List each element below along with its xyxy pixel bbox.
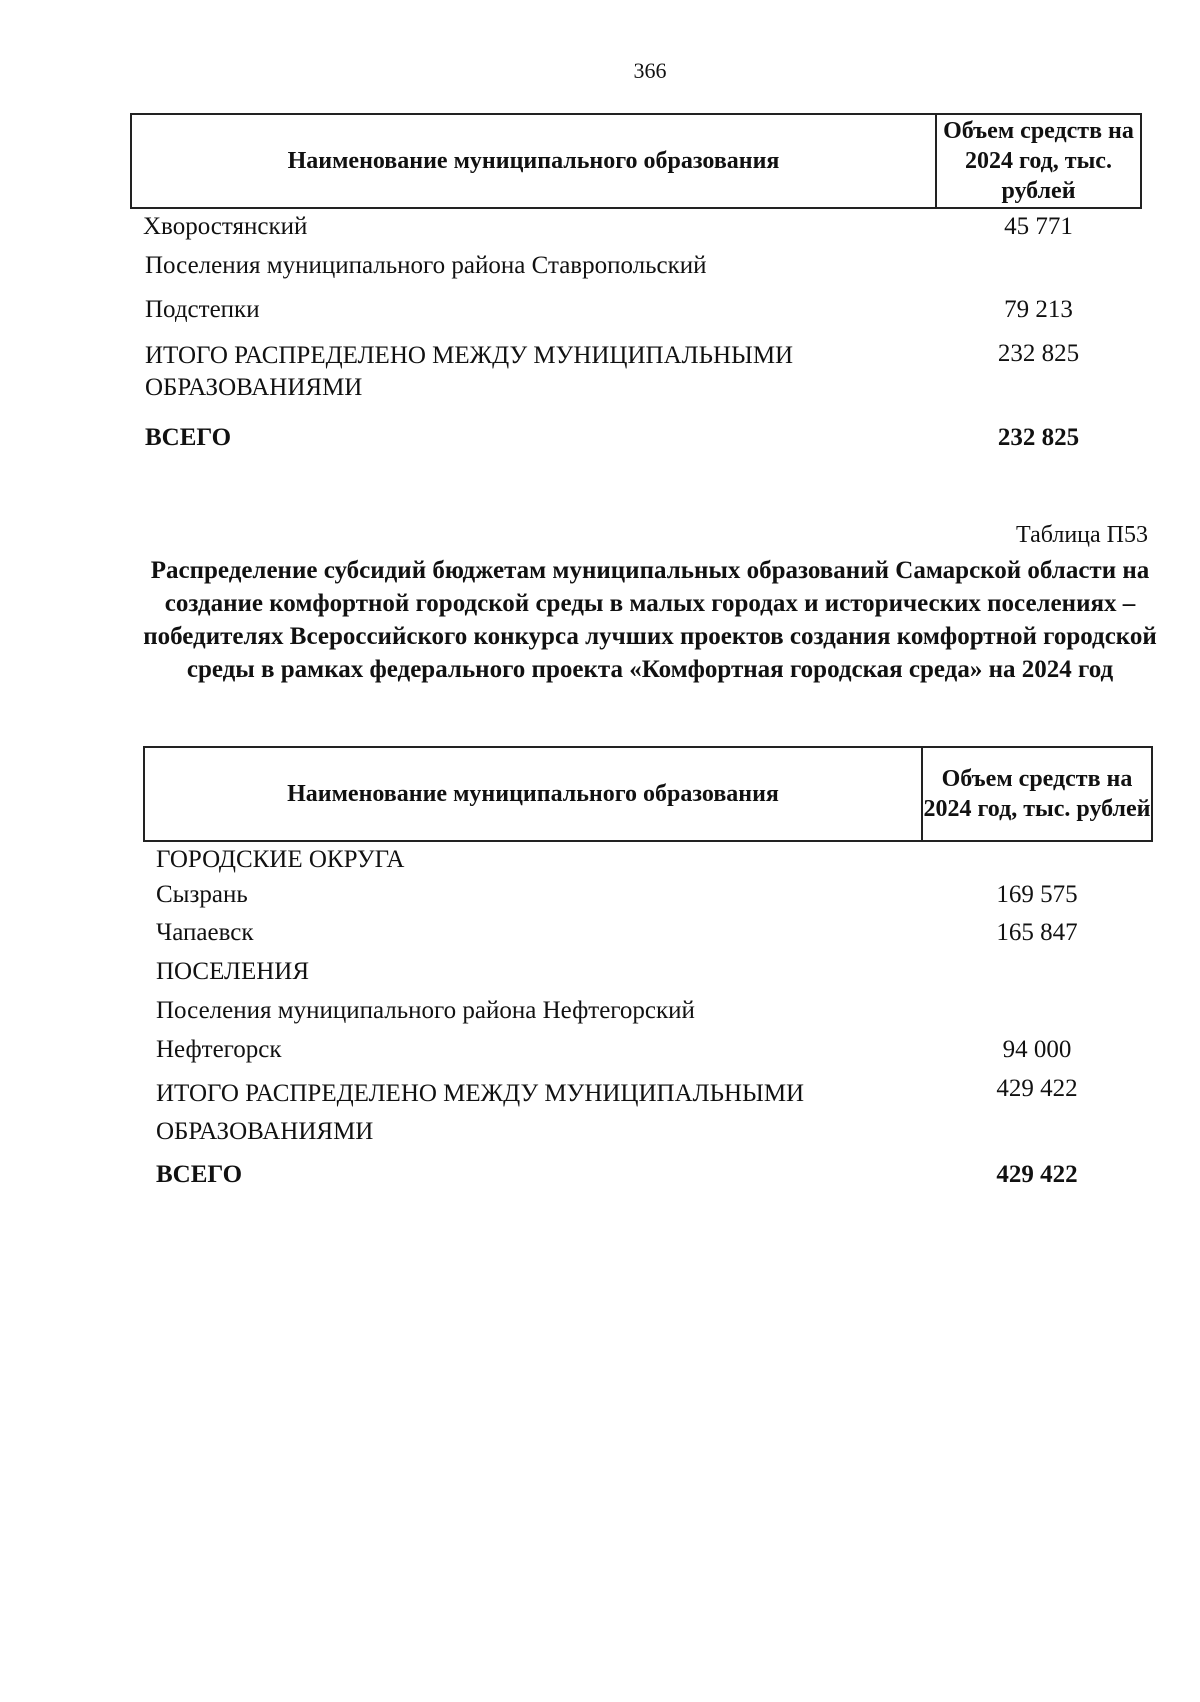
page-number: 366 bbox=[633, 58, 667, 83]
table-row bbox=[144, 1036, 1152, 1075]
table-row bbox=[144, 1161, 1152, 1201]
row-value bbox=[922, 841, 1152, 881]
table-title: Распределение субсидий бюджетам муниципальных образований Самарской области на создание комфортной городской среды в малых городах и исторических поселениях – победителях Всероссийского конкурса лучших проектов создания комфортной городской среды в рамках федерального проекта «Комфортная городская среда» на 2024 год bbox=[143, 557, 1157, 683]
table-header-row bbox=[144, 747, 1152, 841]
row-value: 232 825 bbox=[997, 424, 1080, 451]
table-row bbox=[144, 958, 1152, 997]
header-municipality-name: Наименование муниципального образования bbox=[131, 114, 936, 208]
allocation-table bbox=[143, 746, 1153, 1201]
row-name: ИТОГО РАСПРЕДЕЛЕНО МЕЖДУ МУНИЦИПАЛЬНЫМИ ОБРАЗОВАНИЯМИ bbox=[156, 1080, 805, 1145]
row-name: Поселения муниципального района Ставропольский bbox=[145, 252, 707, 279]
header-amount: Объем средств на 2024 год, тыс. рублей bbox=[922, 747, 1152, 841]
table-row bbox=[144, 919, 1152, 958]
table-row bbox=[144, 997, 1152, 1036]
row-name: Хворостянский bbox=[143, 213, 308, 240]
row-name: Нефтегорск bbox=[156, 1036, 282, 1063]
row-name: Сызрань bbox=[156, 881, 248, 908]
table-row bbox=[131, 296, 1141, 340]
row-value: 79 213 bbox=[1004, 296, 1073, 323]
table-row bbox=[131, 424, 1141, 464]
table-label: Таблица П53 bbox=[1016, 522, 1148, 548]
row-value: 429 422 bbox=[996, 1161, 1078, 1188]
table-row bbox=[131, 340, 1141, 424]
row-name: ПОСЕЛЕНИЯ bbox=[156, 958, 310, 985]
row-value: 94 000 bbox=[1002, 1036, 1072, 1063]
table-row bbox=[144, 841, 1152, 881]
row-name: ВСЕГО bbox=[145, 424, 232, 451]
row-value: 429 422 bbox=[996, 1075, 1078, 1102]
table-row bbox=[144, 881, 1152, 919]
table-row bbox=[131, 208, 1141, 252]
row-value bbox=[922, 997, 1152, 1036]
row-value: 232 825 bbox=[997, 340, 1080, 367]
header-municipality-name: Наименование муниципального образования bbox=[144, 747, 922, 841]
row-name: ГОРОДСКИЕ ОКРУГА bbox=[156, 846, 405, 873]
table-row bbox=[131, 252, 1141, 296]
row-name: ИТОГО РАСПРЕДЕЛЕНО МЕЖДУ МУНИЦИПАЛЬНЫМИ ОБРАЗОВАНИЯМИ bbox=[145, 342, 794, 401]
row-name: Чапаевск bbox=[156, 919, 254, 946]
row-name: ВСЕГО bbox=[156, 1161, 243, 1188]
allocation-table-continued bbox=[130, 113, 1142, 464]
row-value: 165 847 bbox=[996, 919, 1078, 946]
row-name: Подстепки bbox=[145, 296, 260, 323]
row-value bbox=[936, 252, 1141, 296]
header-amount: Объем средств на 2024 год, тыс. рублей bbox=[936, 114, 1141, 208]
row-value: 169 575 bbox=[996, 881, 1078, 908]
row-value: 45 771 bbox=[1004, 213, 1073, 240]
table-row bbox=[144, 1075, 1152, 1161]
table-header-row bbox=[131, 114, 1141, 208]
row-name: Поселения муниципального района Нефтегорский bbox=[156, 997, 695, 1024]
row-value bbox=[922, 958, 1152, 997]
